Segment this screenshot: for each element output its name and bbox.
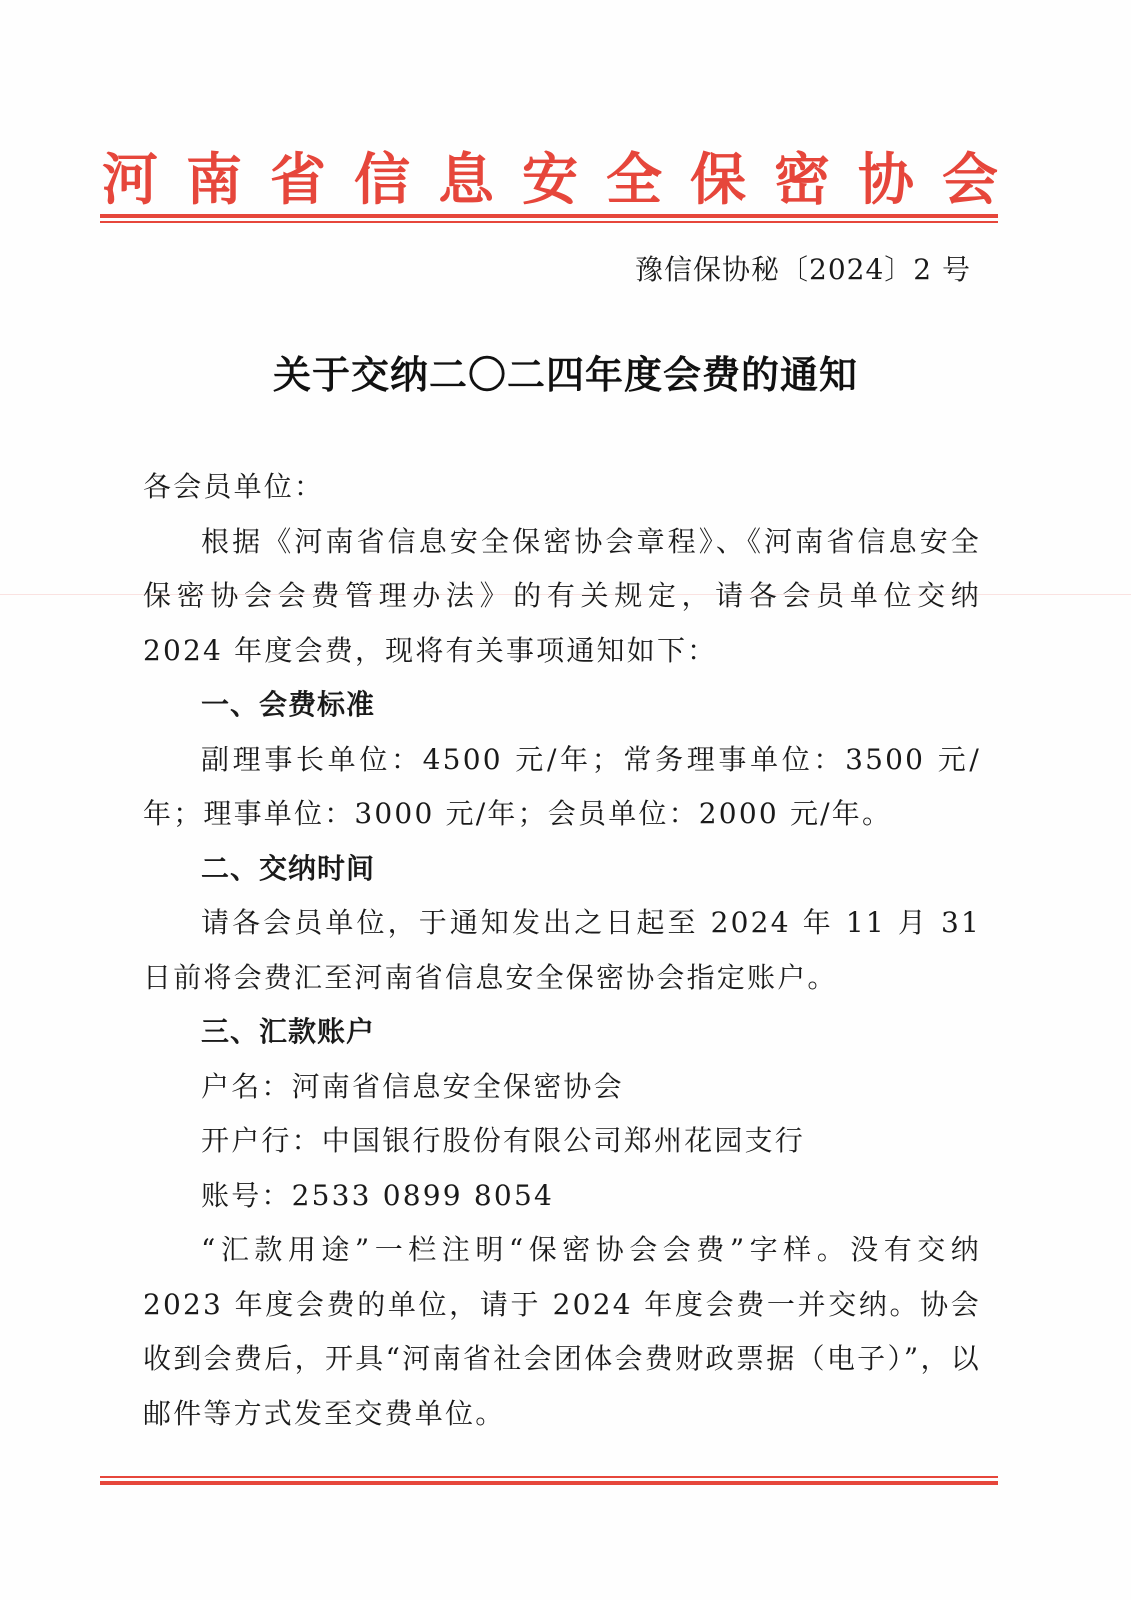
red-rule-thick [100,1481,998,1485]
org-title-char: 全 [606,147,662,213]
notice-title: 关于交纳二〇二四年度会费的通知 [272,353,858,397]
fee-standard-paragraph: 副理事长单位：4500 元/年；常务理事单位：3500 元/年；理事单位：3000 元/年；会员单位：2000 元/年。 [143,742,981,830]
document-number: 豫信保协秘〔2024〕2 号 [635,253,971,286]
org-title-char: 息 [438,147,494,213]
section-heading-remittance-account: 三、汇款账户 [201,1015,376,1048]
red-rule-thick [100,214,998,218]
org-title-char: 会 [942,147,998,213]
org-title-char: 河 [102,147,158,213]
red-rule-thin [100,1476,998,1478]
footer-red-rule [100,1476,998,1485]
org-title-char: 安 [522,147,578,213]
section-heading-payment-time: 二、交纳时间 [201,851,376,885]
closing-paragraph: “汇款用途”一栏注明“保密协会会费”字样。没有交纳 2023 年度会费的单位，请于 2024 年度会费一并交纳。协会收到会费后，开具“河南省社会团体会费财政票据（电子）”，以邮件等方式发至交费单位。 [143,1233,981,1430]
org-title-char: 南 [186,147,242,213]
org-title-char: 信 [354,147,410,213]
organization-title [100,140,1000,220]
org-title-char: 密 [774,147,830,213]
salutation: 各会员单位： [143,470,325,503]
header-red-rule [100,214,998,223]
org-title-char: 保 [690,147,746,213]
payment-time-paragraph: 请各会员单位，于通知发出之日起至 2024 年 11 月 31 日前将会费汇至河南省信息安全保密协会指定账户。 [143,906,981,994]
red-rule-thin [100,221,998,223]
org-title-char: 省 [270,147,326,213]
account-number-line: 账号：2533 0899 8054 [201,1178,554,1212]
bank-line: 开户行：中国银行股份有限公司郑州花园支行 [201,1124,806,1157]
account-name-line: 户名：河南省信息安全保密协会 [201,1069,624,1103]
notice-body [143,460,981,1441]
section-heading-fee-standard: 一、会费标准 [201,688,376,721]
intro-paragraph: 根据《河南省信息安全保密协会章程》、《河南省信息安全保密协会会费管理办法》的有关规定，请各会员单位交纳 2024 年度会费，现将有关事项通知如下： [143,524,981,667]
org-title-char: 协 [858,147,914,213]
